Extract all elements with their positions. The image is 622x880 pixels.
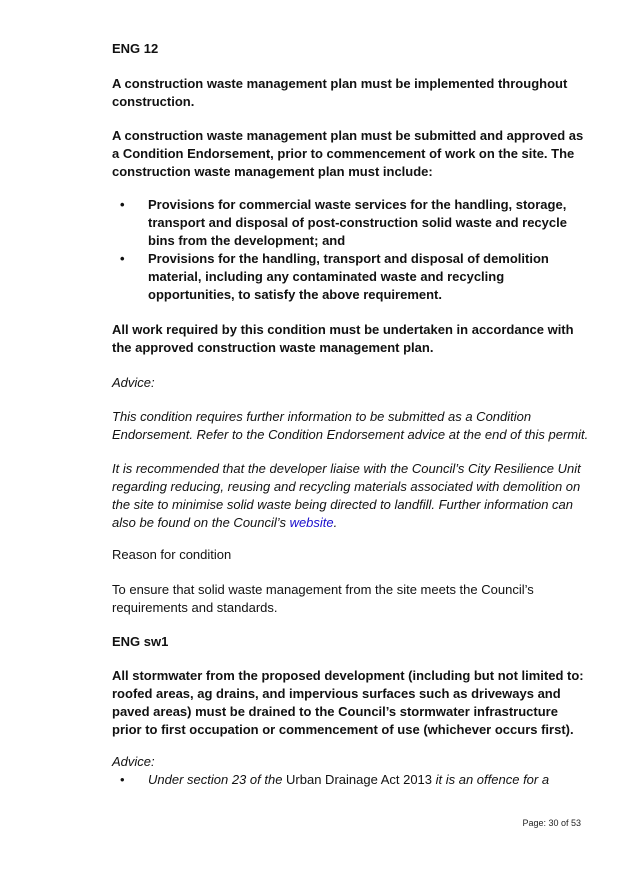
reason-label: Reason for condition	[112, 547, 232, 562]
bullet-item-1	[112, 196, 590, 250]
condition-heading-eng-sw1: ENG sw1	[112, 634, 169, 649]
advice-paragraph-2-end: .	[333, 515, 338, 530]
bullet-item-text: Provisions for commercial waste services for the handling, storage, transport and disposal of post-construction solid waste and recycle bins from the development; and	[148, 197, 567, 248]
advice-paragraph-1: This condition requires further information to be submitted as a Condition Endorsement. Refer to the Condition Endorsement advice at the end of this permit.	[112, 409, 589, 442]
website-link[interactable]: website	[289, 515, 334, 530]
page-number-footer: Page: 30 of 53	[522, 818, 581, 828]
bullet-item-text: Provisions for the handling, transport and disposal of demolition material, including any contaminated waste and recycling opportunities, to satisfy the above requirement.	[148, 251, 549, 302]
advice-paragraph-2-text: It is recommended that the developer liaise with the Council’s City Resilience Unit regarding reducing, reusing and recycling materials associated with demolition on the site to minimise solid waste being directed to landfill. Further information can also be found on the Council’s	[112, 461, 581, 530]
reason-text: To ensure that solid waste management from the site meets the Council’s requirements and standards.	[112, 582, 534, 615]
advice-label-1: Advice:	[112, 375, 155, 390]
condition-heading-eng-12: ENG 12	[112, 41, 159, 56]
condition-paragraph-2: A construction waste management plan must be submitted and approved as a Condition Endorsement, prior to commencement of work on the site. The construction waste management plan must include:	[112, 128, 584, 179]
advice-paragraph-2	[112, 460, 590, 532]
advice-bullet-item	[112, 771, 590, 789]
advice-bullet-part-3: it is an offence for a	[432, 772, 550, 787]
advice-label-2: Advice:	[112, 754, 155, 769]
bullet-glyph: •	[120, 772, 125, 787]
requirements-bullet-list	[112, 196, 590, 304]
bullet-glyph: •	[120, 197, 125, 212]
bullet-glyph: •	[120, 251, 125, 266]
condition-paragraph-4: All stormwater from the proposed development (including but not limited to: roofed areas, ag drains, and impervious surfaces such as driveways and paved areas) must be drained to the Council’s stormwater infrastructure prior to first occupation or commencement of use (whichever occurs first).	[112, 668, 584, 737]
advice-bullet-list	[112, 771, 590, 789]
condition-paragraph-1: A construction waste management plan must be implemented throughout construction.	[112, 76, 568, 109]
condition-paragraph-3: All work required by this condition must be undertaken in accordance with the approved construction waste management plan.	[112, 322, 574, 355]
advice-bullet-part-1: Under section 23 of the	[148, 772, 287, 787]
act-name: Urban Drainage Act 2013	[286, 772, 433, 787]
bullet-item-2	[112, 250, 590, 304]
